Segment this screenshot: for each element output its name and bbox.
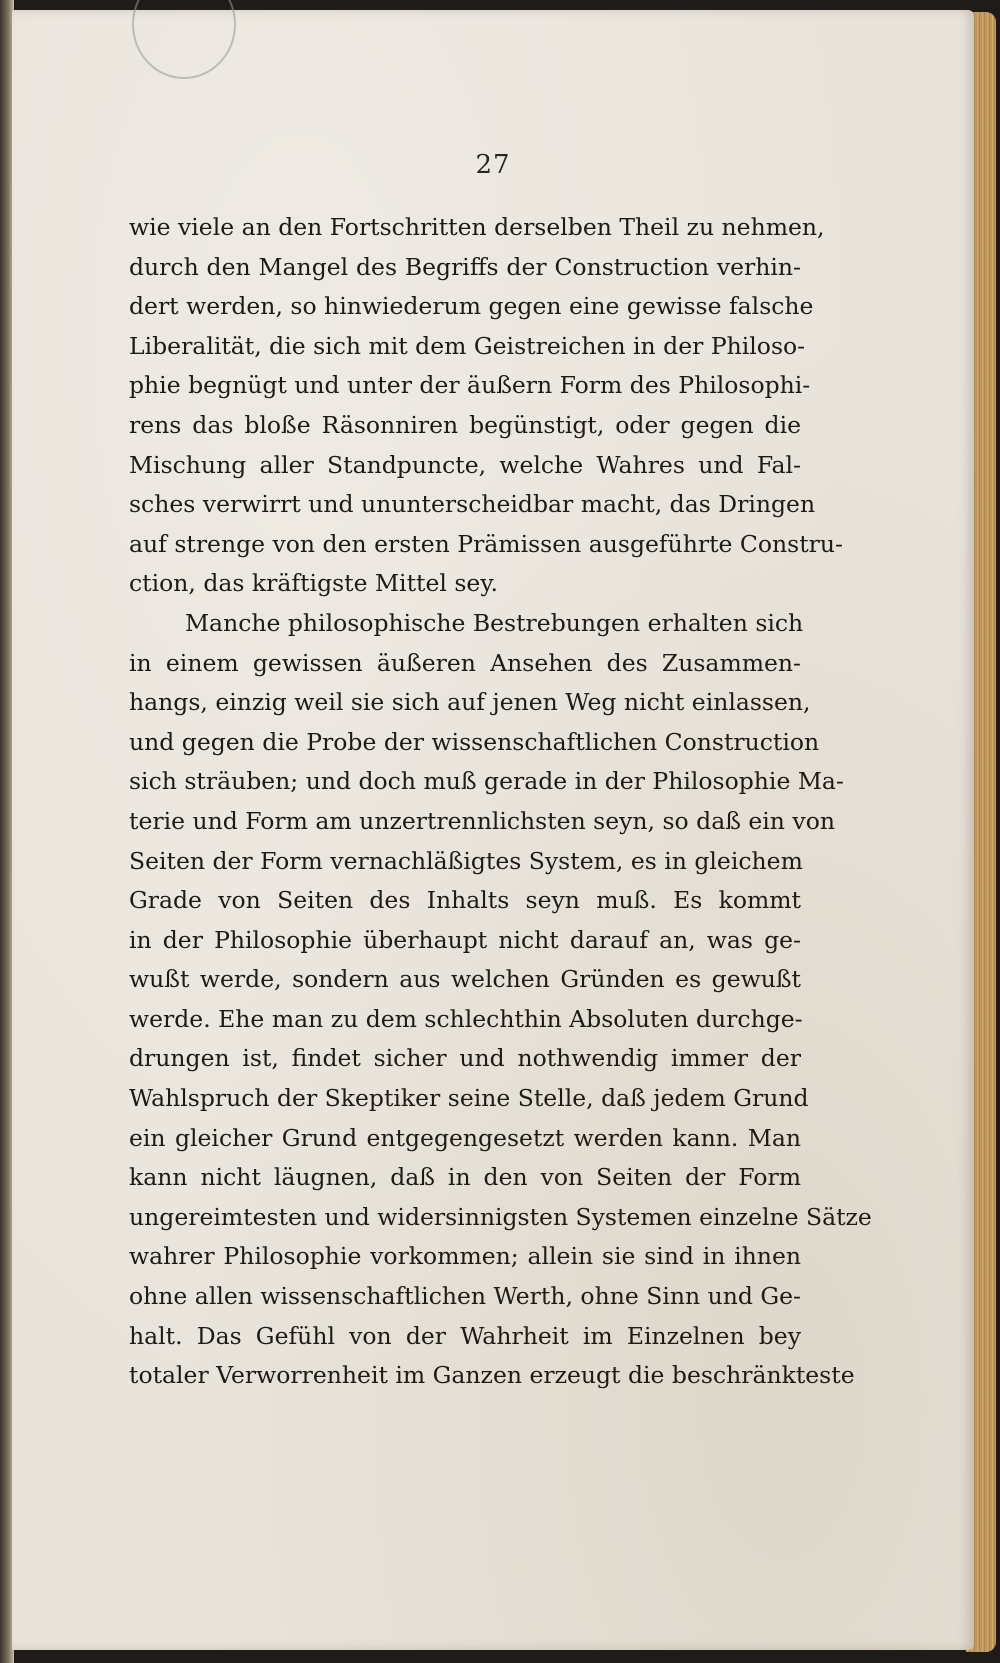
- text-line: sches verwirrt und ununterscheidbar macht, das Dringen: [129, 490, 816, 519]
- text-line: ction, das kräftigste Mittel sey.: [129, 569, 498, 598]
- text-line: drungen ist, findet sicher und nothwendig immer der: [129, 1044, 801, 1073]
- text-line: Wahlspruch der Skeptiker seine Stelle, daß jedem Grund: [129, 1084, 809, 1113]
- text-line: Liberalität, die sich mit dem Geistreichen in der Philoso-: [129, 331, 806, 360]
- text-line: werde. Ehe man zu dem schlechthin Absoluten durchge-: [129, 1004, 803, 1033]
- text-line: Manche philosophische Bestrebungen erhalten sich: [185, 608, 804, 637]
- text-line: ein gleicher Grund entgegengesetzt werden kann. Man: [129, 1123, 801, 1152]
- text-line: und gegen die Probe der wissenschaftlichen Construction: [129, 727, 820, 756]
- text-line: wußt werde, sondern aus welchen Gründen es gewußt: [129, 965, 801, 994]
- text-line: ungereimtesten und widersinnigsten Systemen einzelne Sätze: [129, 1202, 872, 1231]
- text-line: kann nicht läugnen, daß in den von Seiten der Form: [129, 1163, 801, 1192]
- text-line: halt. Das Gefühl von der Wahrheit im Einzelnen bey: [129, 1321, 801, 1350]
- text-line: Grade von Seiten des Inhalts seyn muß. Es kommt: [129, 886, 801, 915]
- text-line: Seiten der Form vernachläßigtes System, es in gleichem: [129, 846, 803, 875]
- paragraph: [129, 604, 872, 1396]
- text-line: in einem gewissen äußeren Ansehen des Zusammen-: [129, 648, 801, 677]
- text-line: ohne allen wissenschaftlichen Werth, ohne Sinn und Ge-: [129, 1282, 801, 1311]
- text-line: sich sträuben; und doch muß gerade in der Philosophie Ma-: [129, 767, 844, 796]
- text-line: wahrer Philosophie vorkommen; allein sie sind in ihnen: [129, 1242, 801, 1271]
- text-line: terie und Form am unzertrennlichsten seyn, so daß ein von: [129, 806, 835, 835]
- text-line: dert werden, so hinwiederum gegen eine gewisse falsche: [129, 292, 814, 321]
- text-line: totaler Verworrenheit im Ganzen erzeugt die beschränkteste: [129, 1361, 855, 1390]
- text-line: Mischung aller Standpuncte, welche Wahres und Fal-: [129, 450, 801, 479]
- body-text: [129, 208, 872, 1396]
- paragraph: [129, 208, 843, 604]
- page-number: 27: [475, 150, 511, 180]
- binding-ring-mark: [132, 0, 236, 79]
- book-page: [12, 10, 974, 1650]
- text-line: phie begnügt und unter der äußern Form des Philosophi-: [129, 371, 811, 400]
- text-line: wie viele an den Fortschritten derselben Theil zu nehmen,: [129, 213, 825, 241]
- text-line: rens das bloße Räsonniren begünstigt, oder gegen die: [129, 410, 801, 439]
- text-line: hangs, einzig weil sie sich auf jenen Weg nicht einlassen,: [129, 688, 811, 717]
- text-line: in der Philosophie überhaupt nicht darauf an, was ge-: [129, 925, 801, 954]
- text-line: auf strenge von den ersten Prämissen ausgeführte Constru-: [129, 529, 843, 558]
- text-line: durch den Mangel des Begriffs der Construction verhin-: [129, 252, 801, 281]
